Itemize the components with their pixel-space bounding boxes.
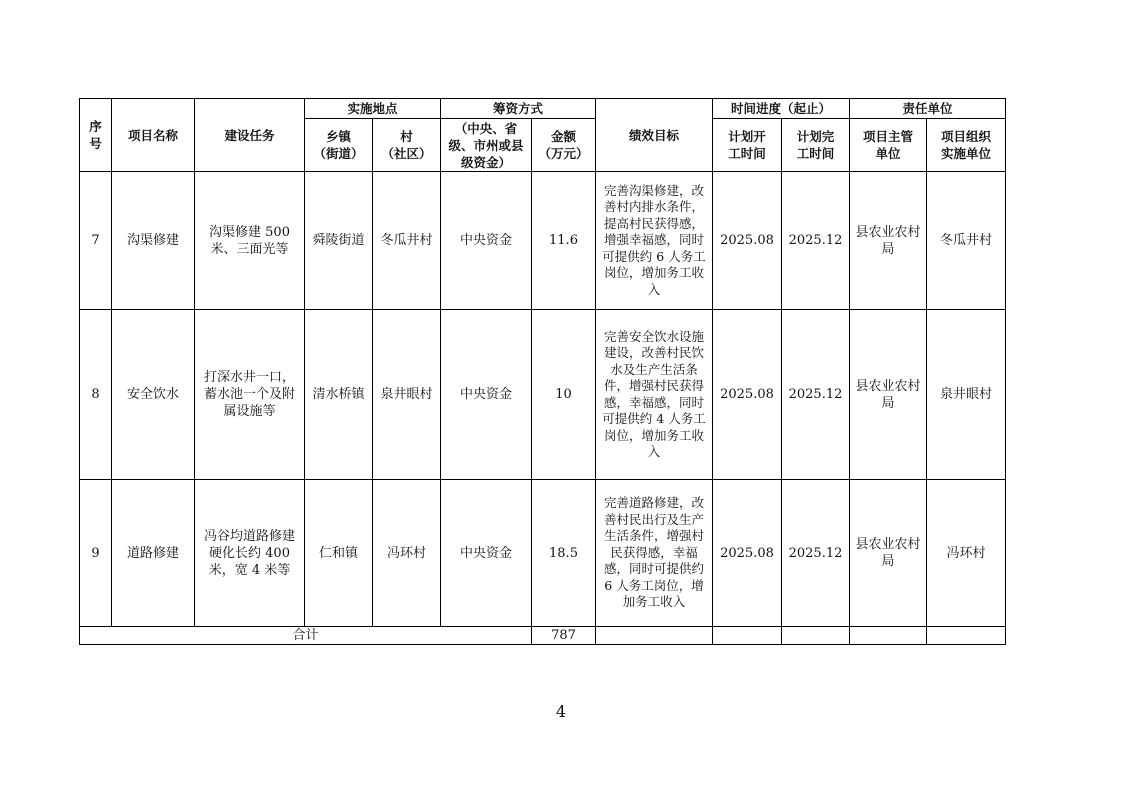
header-project-name: 项目名称	[112, 99, 195, 172]
cell-performance: 完善道路修建，改善村民出行及生产生活条件，增强村民获得感，幸福感，同时可提供约 6 人务工岗位，增加务工收入	[596, 480, 713, 627]
total-label: 合计	[80, 627, 532, 645]
header-performance-goal: 绩效目标	[596, 99, 713, 172]
total-amount: 787	[532, 627, 596, 645]
cell-seq: 7	[80, 172, 112, 310]
cell-task: 冯谷均道路修建硬化长约 400 米，宽 4 米等	[195, 480, 305, 627]
cell-authority: 县农业农村局	[850, 172, 927, 310]
cell-amount: 18.5	[532, 480, 596, 627]
header-end-time: 计划完 工时间	[782, 119, 850, 172]
header-amount: 金额 （万元）	[532, 119, 596, 172]
table-row	[80, 480, 1006, 627]
cell-amount: 10	[532, 310, 596, 480]
header-construction-task: 建设任务	[195, 99, 305, 172]
cell-implementer: 泉井眼村	[927, 310, 1006, 480]
cell-implementer: 冬瓜井村	[927, 172, 1006, 310]
cell-implementer: 冯环村	[927, 480, 1006, 627]
header-schedule: 时间进度（起止）	[713, 99, 850, 119]
total-empty-cell	[713, 627, 782, 645]
cell-fund-source: 中央资金	[441, 172, 532, 310]
cell-authority: 县农业农村局	[850, 480, 927, 627]
cell-authority: 县农业农村局	[850, 310, 927, 480]
cell-fund-source: 中央资金	[441, 310, 532, 480]
table-row	[80, 310, 1006, 480]
cell-start: 2025.08	[713, 310, 782, 480]
total-row	[80, 627, 1006, 645]
cell-task: 打深水井一口，蓄水池一个及附属设施等	[195, 310, 305, 480]
cell-project-name: 沟渠修建	[112, 172, 195, 310]
cell-start: 2025.08	[713, 480, 782, 627]
total-empty-cell	[850, 627, 927, 645]
header-authority: 项目主管 单位	[850, 119, 927, 172]
cell-town: 清水桥镇	[305, 310, 373, 480]
header-location: 实施地点	[305, 99, 441, 119]
header-fund-source: （中央、省级、市州或县级资金）	[441, 119, 532, 172]
cell-performance: 完善沟渠修建，改善村内排水条件，提高村民获得感，增强幸福感，同时可提供约 6 人务工岗位，增加务工收入	[596, 172, 713, 310]
header-start-time: 计划开 工时间	[713, 119, 782, 172]
header-implementer: 项目组织 实施单位	[927, 119, 1006, 172]
page-number: 4	[555, 702, 567, 721]
cell-village: 冬瓜井村	[373, 172, 441, 310]
header-village: 村 （社区）	[373, 119, 441, 172]
project-table	[79, 98, 1006, 645]
cell-task: 沟渠修建 500 米、三面光等	[195, 172, 305, 310]
cell-end: 2025.12	[782, 480, 850, 627]
header-seq: 序号	[80, 99, 112, 172]
cell-seq: 9	[80, 480, 112, 627]
total-empty-cell	[782, 627, 850, 645]
total-empty-cell	[927, 627, 1006, 645]
cell-start: 2025.08	[713, 172, 782, 310]
cell-end: 2025.12	[782, 172, 850, 310]
cell-fund-source: 中央资金	[441, 480, 532, 627]
header-responsible-unit: 责任单位	[850, 99, 1006, 119]
cell-performance: 完善安全饮水设施建设，改善村民饮水及生产生活条件，增强村民获得感，幸福感，同时可提供约 4 人务工岗位，增加务工收入	[596, 310, 713, 480]
cell-project-name: 道路修建	[112, 480, 195, 627]
cell-seq: 8	[80, 310, 112, 480]
table-row	[80, 172, 1006, 310]
total-empty-cell	[596, 627, 713, 645]
cell-village: 泉井眼村	[373, 310, 441, 480]
cell-amount: 11.6	[532, 172, 596, 310]
cell-village: 冯环村	[373, 480, 441, 627]
header-town: 乡镇 （街道）	[305, 119, 373, 172]
cell-end: 2025.12	[782, 310, 850, 480]
cell-town: 仁和镇	[305, 480, 373, 627]
header-funding: 筹资方式	[441, 99, 596, 119]
cell-project-name: 安全饮水	[112, 310, 195, 480]
cell-town: 舜陵街道	[305, 172, 373, 310]
